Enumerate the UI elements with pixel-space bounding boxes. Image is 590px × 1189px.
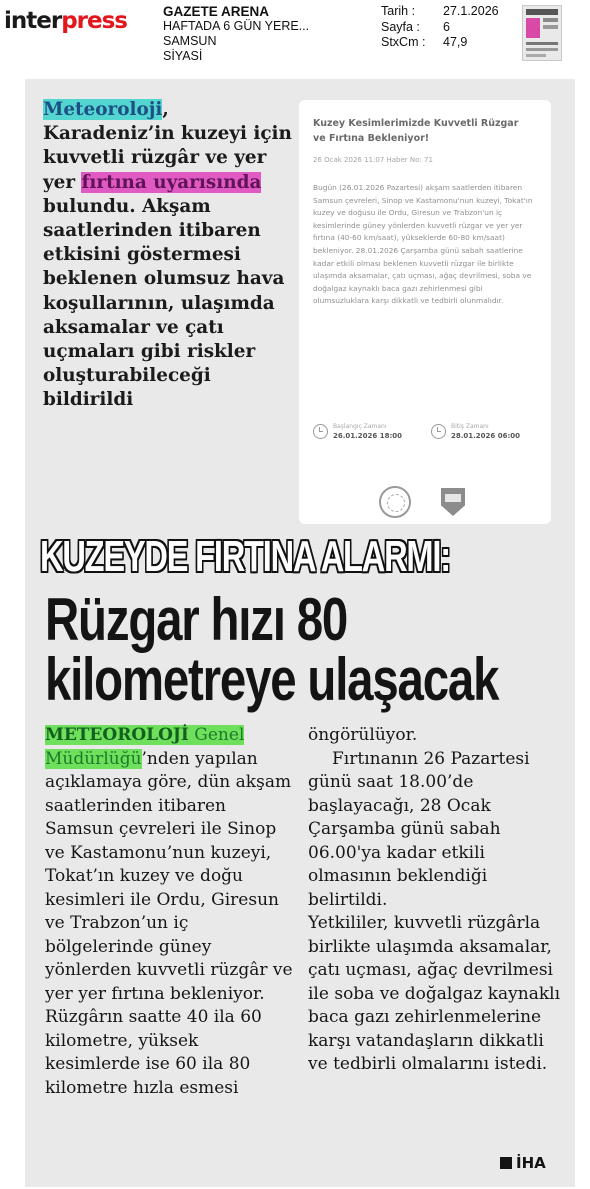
announcement-date: 26 Ocak 2026 11:07 Haber No: 71 [313,156,433,164]
announcement-image [299,100,551,524]
clipping-meta [381,4,499,51]
announcement-title: Kuzey Kesimlerimizde Kuvvetli Rüzgar ve Fırtına Bekleniyor! [313,118,519,144]
publication-section: SİYASİ [163,49,203,63]
source-label: İHA [516,1154,546,1172]
meta-value: 27.1.2026 [443,4,499,18]
lead-paragraph [43,98,293,413]
publication-name: GAZETE ARENA [163,4,270,19]
mgm-emblem-icon [441,488,465,516]
meta-value: 47,9 [443,35,468,49]
end-time-label: Bitiş Zamanı [451,423,489,430]
start-time-label: Başlangıç Zamanı [333,423,387,430]
meta-row-page [381,20,499,36]
interpress-logo [4,8,127,34]
meta-value: 6 [443,19,450,34]
article-paragraph: öngörülüyor. [308,725,418,745]
lead-text-2: bulundu. Akşam saatlerinden itibaren etkisini göstermesi beklenen olumsuz hava koşullarının, ulaşımda aksamalar ve çatı uçmaları gibi riskler oluşturabileceği bildirildi [43,195,285,411]
article-column-2 [308,724,563,1077]
source-tag [500,1154,546,1172]
square-icon [500,1157,512,1169]
meta-key: StxCm : [381,35,426,49]
article-text-1: ’nden yapılan açıklamaya göre, dün akşam saatlerinden itibaren Samsun çevreleri ile Sinop ve Kastamonu’nun kuzeyi, Tokat’ın kuzey ve doğu kesimleri ile Ordu, Giresun ve Trabzon’un iç bölgelerinde güney yönlerden kuvvetli rüzgâr ve yer yer fırtına bekleniyor. Rüzgârın saatte 40 ila 60 kilometre, yüksek kesimlerde ise 60 ila 80 kilometre hızla esmesi [45,748,293,1098]
end-time-value: 28.01.2026 06:00 [451,432,521,440]
article-paragraph: Fırtınanın 26 Pazartesi günü saat 18.00’de başlayacağı, 28 Ocak Çarşamba günü sabah 06.00'ya kadar etkili olmasının beklendiği belirtildi. [308,748,530,910]
clipping-header [0,0,590,72]
lead-text-1: , Karadeniz’in kuzeyi için kuvvetli rüzgâr ve yer yer [43,99,292,193]
ministry-seal-icon [379,486,411,518]
publication-frequency: HAFTADA 6 GÜN YERE... [163,19,310,33]
highlight-meteoroloji: Meteoroloji [43,99,163,120]
headline-kicker: KUZEYDE FIRTINA ALARMI: [40,532,450,581]
start-time-block [313,422,421,442]
page-thumbnail[interactable] [522,5,562,61]
meta-key: Tarih : [381,4,416,18]
meta-row-size [381,35,499,51]
publication-info [163,4,309,64]
highlight-meteoroloji-upper: METEOROLOJİ [45,725,189,745]
highlight-genel-mudurlugu: Genel Müdürlüğü [45,725,245,769]
meta-key: Sayfa : [381,19,420,34]
article-paragraph: Yetkililer, kuvvetli rüzgârla birlikte ulaşımda aksamalar, çatı uçması, ağaç devrilmesi ile soba ve doğalgaz kaynaklı baca gazı zehirlenmelerine karşı vatandaşların dikkatli ve tedbirli olmalarını istedi. [308,913,561,1074]
logo-text-dark: inter [4,8,62,34]
announcement-times [313,422,539,442]
article-column-1 [45,724,295,1100]
clock-icon [313,424,328,439]
headline-main [45,586,499,713]
end-time-block [431,422,539,442]
announcement-body: Bugün (26.01.2026 Pazartesi) akşam saatlerden itibaren Samsun çevreleri, Sinop ve Kastamonu'nun kuzeyi, Tokat'ın kuzey ve doğusu ile Ordu, Giresun ve Trabzon'un iç kesimlerinde güney yönlerden kuvvetli rüzgar ve yer yer fırtına (40-60 km/saat), yükseklerde 60-80 km/saat) bekleniyor. 28.01.2026 Çarşamba günü sabah saatlerine kadar etkili olması beklenen kuvvetli rüzgar ile birlikte ulaşımda aksamalar, çatı uçması, ağaç devrilmesi, soba ve doğalgaz kaynaklı baca gazı zehirlenmesi gibi olumsuzluklara karşı dikkatli ve tedbirli olunmalıdır. [313,183,533,306]
meta-row-date [381,4,499,20]
clock-icon [431,424,446,439]
headline-line-1: Rüzgar hızı 80 [45,586,348,653]
headline-line-2: kilometreye ulaşacak [45,646,499,713]
logo-text-red: press [61,8,127,34]
highlight-firtina: fırtına uyarısında [81,171,262,193]
publication-city: SAMSUN [163,34,217,48]
start-time-value: 26.01.2026 18:00 [333,432,403,440]
